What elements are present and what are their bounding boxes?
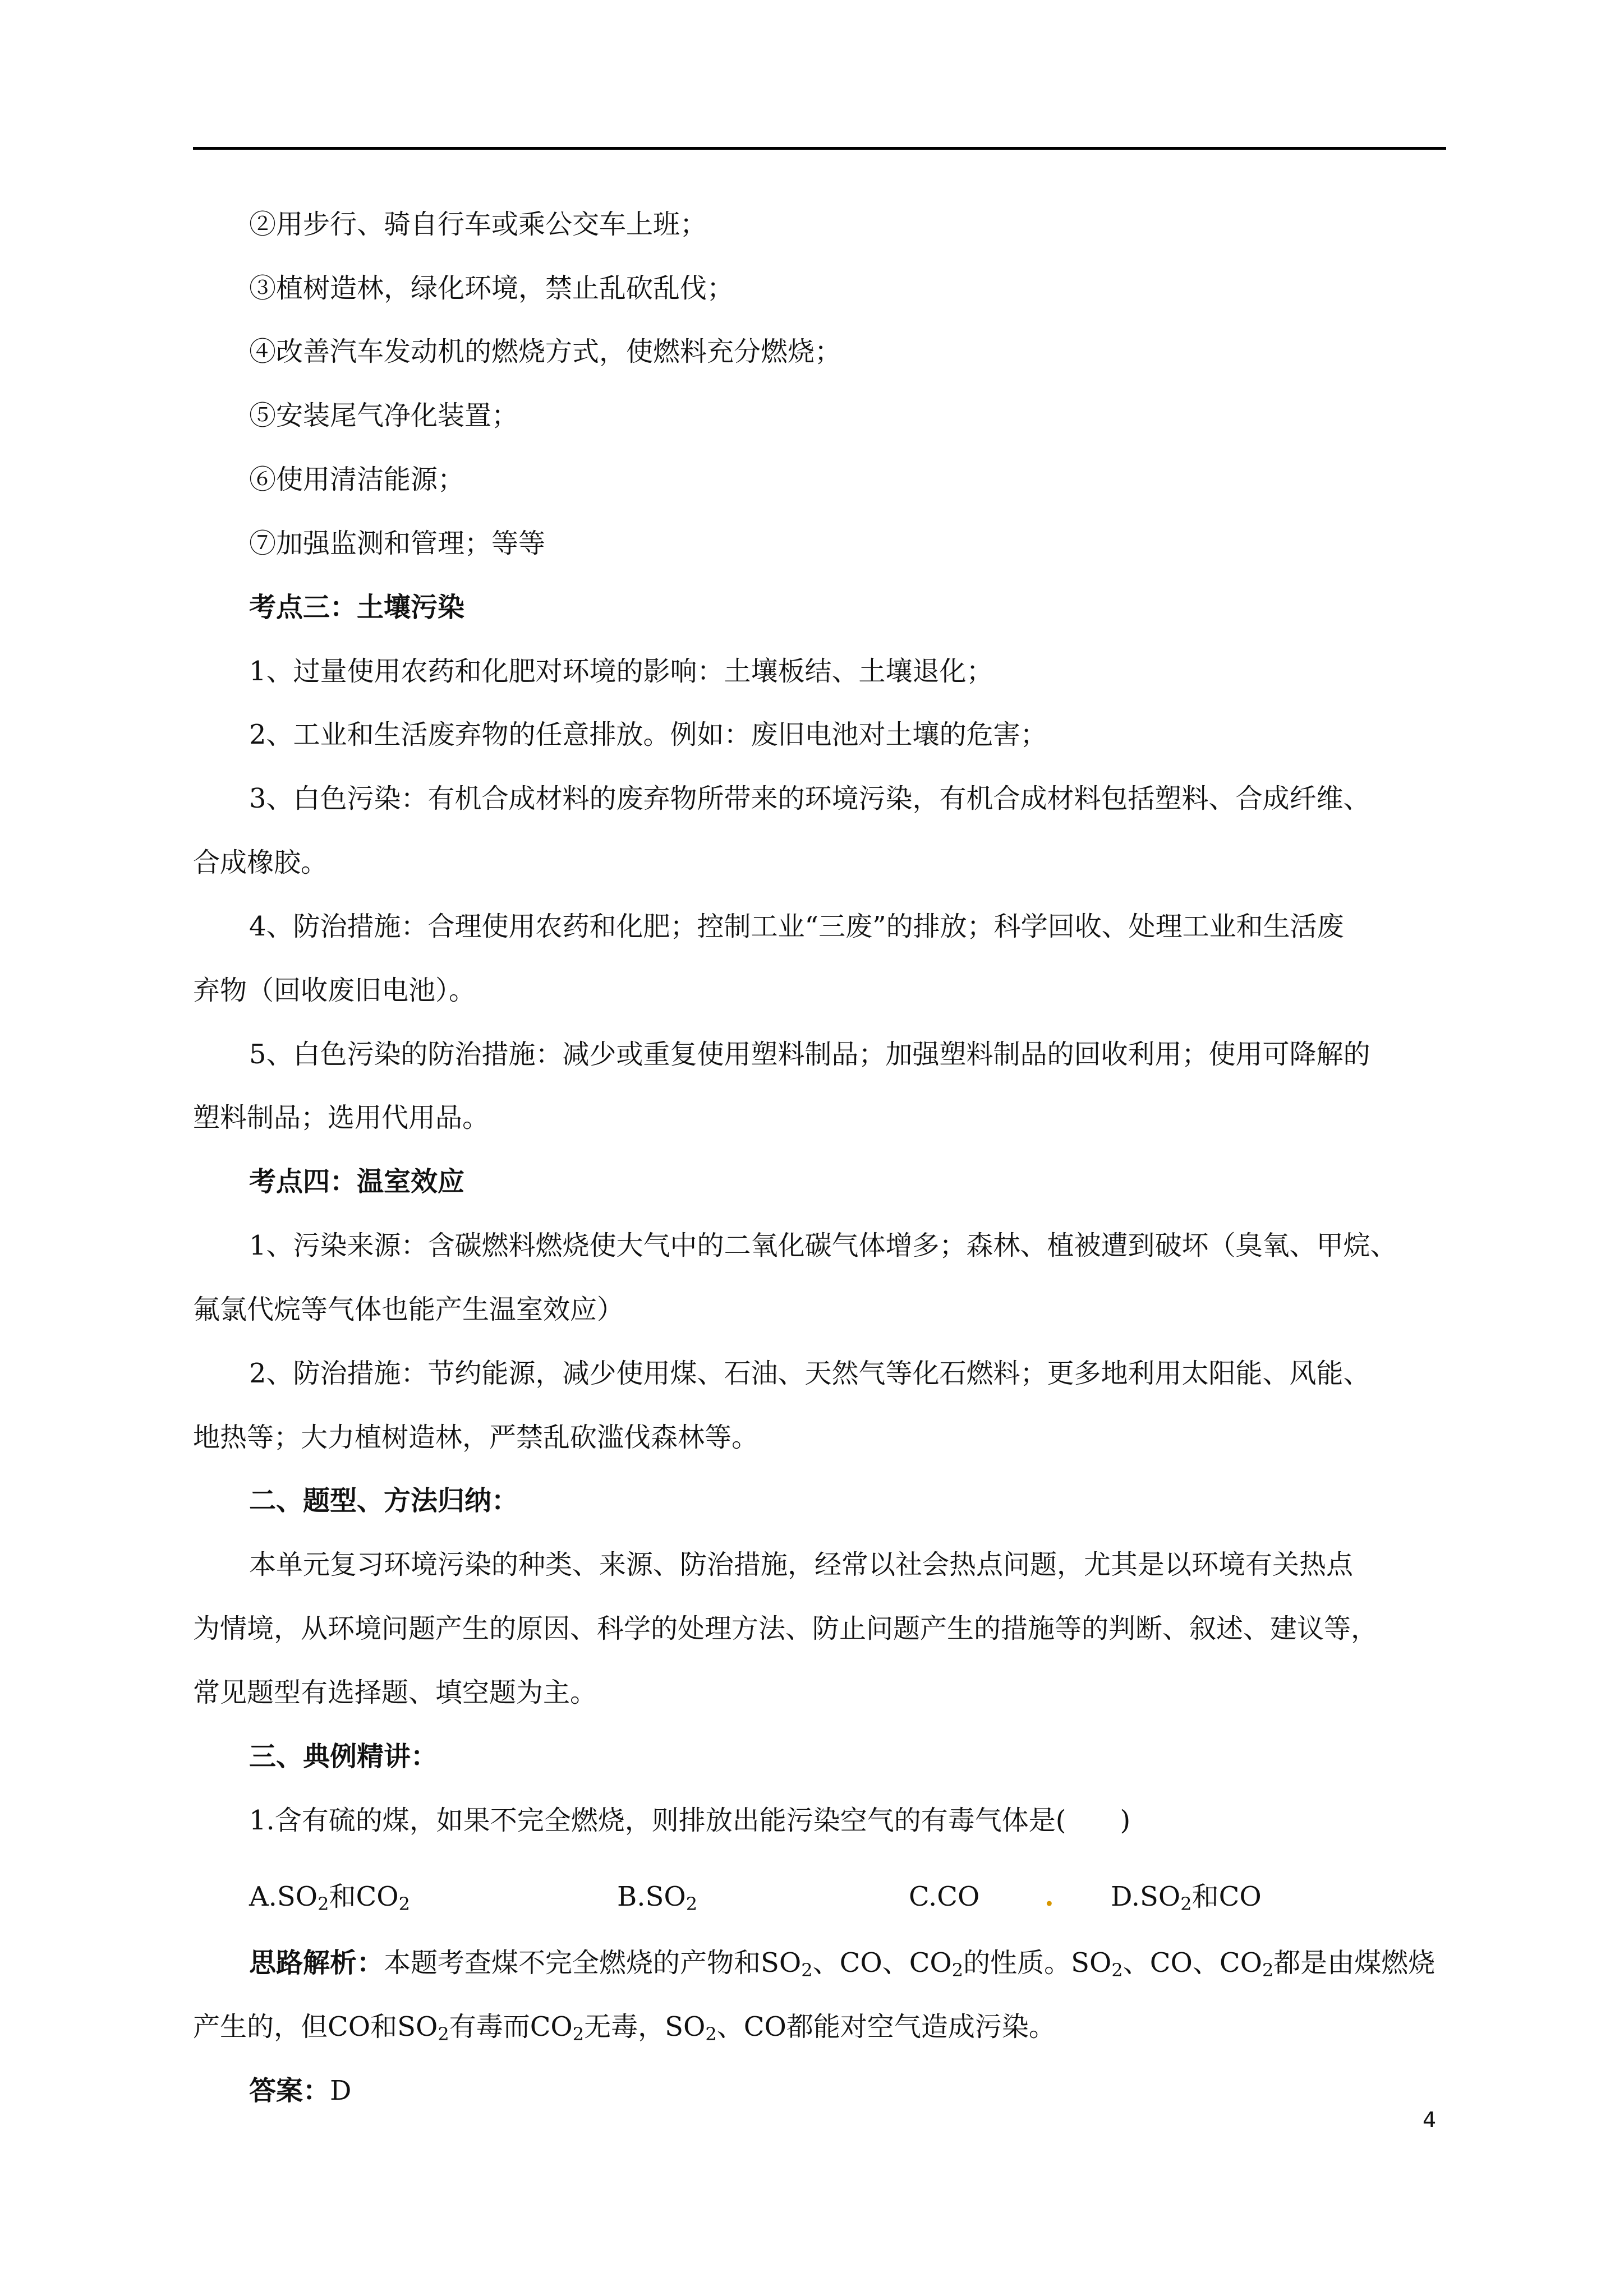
text-line: ④改善汽车发动机的燃烧方式，使燃料充分燃烧；: [249, 336, 842, 367]
text-line: ②用步行、骑自行车或乘公交车上班；: [249, 209, 707, 240]
text-line: 弃物（回收废旧电池）。: [193, 975, 476, 1006]
option-a: $A.SO_2$和$CO_2$: [249, 1881, 410, 1915]
text-line: ⑤安装尾气净化装置；: [249, 400, 519, 431]
text-line: ⑦加强监测和管理；等等: [249, 528, 546, 559]
text-line: 1、过量使用农药和化肥对环境的影响：土壤板结、土壤退化；: [249, 656, 993, 687]
text-line: 3、白色污染：有机合成材料的废弃物所带来的环境污染，有机合成材料包括塑料、合成纤维、: [249, 783, 1370, 814]
header-rule: [193, 147, 1446, 150]
text-line: 常见题型有选择题、填空题为主。: [193, 1677, 597, 1708]
text-line: 塑料制品；选用代用品。: [193, 1102, 490, 1133]
answer-line: [249, 2074, 352, 2108]
text-line: 本单元复习环境污染的种类、来源、防治措施，经常以社会热点问题，尤其是以环境有关热点: [249, 1549, 1354, 1580]
text-line: 为情境，从环境问题产生的原因、科学的处理方法、防止问题产生的措施等的判断、叙述、建议等，: [193, 1613, 1378, 1644]
option-d: $D.SO_2$和CO: [1111, 1881, 1262, 1915]
stray-dot: .: [1045, 1881, 1054, 1912]
text-line: 2、防治措施：节约能源，减少使用煤、石油、天然气等化石燃料；更多地利用太阳能、风能、: [249, 1358, 1370, 1389]
text-line: 5、白色污染的防治措施：减少或重复使用塑料制品；加强塑料制品的回收利用；使用可降解的: [249, 1039, 1370, 1070]
page-number: 4: [1423, 2108, 1437, 2132]
text-line: 4、防治措施：合理使用农药和化肥；控制工业“三废”的排放；科学回收、处理工业和生活废: [249, 911, 1344, 942]
section-heading: 考点四：温室效应: [249, 1166, 465, 1197]
analysis-label: 思路解析：: [249, 1947, 384, 1979]
text-line: 地热等；大力植树造林，严禁乱砍滥伐森林等。: [193, 1422, 759, 1453]
analysis-line: 产生的，但CO和$SO_2$有毒而$CO_2$无毒，$SO_2$、CO都能对空气造成污染。: [193, 2011, 1056, 2045]
text-line: ⑥使用清洁能源；: [249, 464, 465, 495]
option-b: $B.SO_2$: [617, 1881, 698, 1915]
text-line: 氟氯代烷等气体也能产生温室效应）: [193, 1294, 624, 1325]
question-text: 1.含有硫的煤，如果不完全燃烧，则排放出能污染空气的有毒气体是( ): [249, 1805, 1131, 1836]
analysis-line: 思路解析：本题考查煤不完全燃烧的产物和$SO_2$、CO、$CO_2$的性质。$SO_2$、CO、$CO_2$都是由煤燃烧: [249, 1947, 1436, 1981]
text-line: 2、工业和生活废弃物的任意排放。例如：废旧电池对土壤的危害；: [249, 719, 1047, 750]
answer-value: D: [330, 2075, 352, 2106]
section-heading: 考点三：土壤污染: [249, 592, 465, 623]
answer-label: 答案：: [249, 2075, 330, 2106]
text-line: 合成橡胶。: [193, 847, 328, 878]
text-line: 1、污染来源：含碳燃料燃烧使大气中的二氧化碳气体增多；森林、植被遭到破坏（臭氧、甲烷、: [249, 1230, 1397, 1261]
option-c: C.CO: [909, 1881, 980, 1912]
section-heading: 二、题型、方法归纳：: [249, 1485, 519, 1516]
text-line: ③植树造林，绿化环境，禁止乱砍乱伐；: [249, 273, 734, 304]
section-heading: 三、典例精讲：: [249, 1741, 438, 1772]
